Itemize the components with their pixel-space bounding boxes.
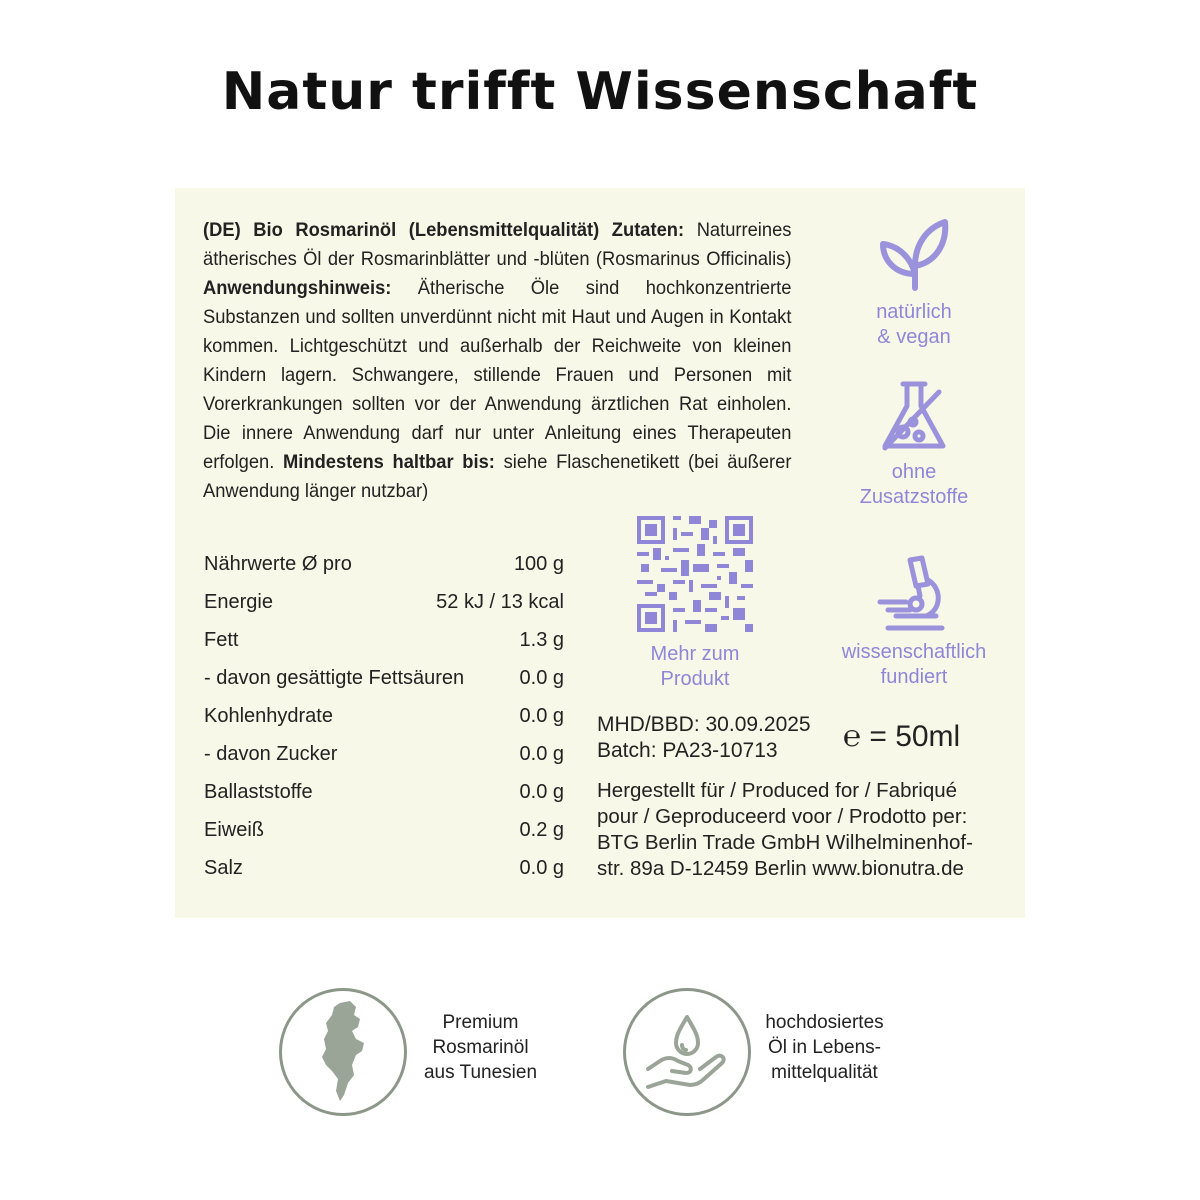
badge-line: hochdosiertes: [765, 1012, 884, 1033]
quality-badge-text: [752, 1010, 897, 1085]
feature-scientific: [819, 554, 1009, 690]
page-title: Natur trifft Wissenschaft: [221, 62, 979, 122]
leaf-icon: [879, 218, 949, 294]
nutrition-row: [204, 664, 564, 702]
flask-crossed-icon: [879, 380, 949, 454]
qr-caption-line: Mehr zum: [650, 643, 740, 665]
mhd-date: MHD/BBD: 30.09.2025: [597, 713, 811, 736]
bbd-body: siehe Flaschenetikett (bei äußerer Anwendung länger nutzbar): [203, 451, 792, 502]
nutrition-name: Kohlenhydrate: [204, 705, 333, 727]
nutrition-value: 0.0 g: [519, 857, 564, 879]
nutrition-value: 100 g: [513, 553, 564, 575]
qr-caption-line: Produkt: [660, 668, 730, 690]
feature-caption: natürlich: [876, 301, 952, 323]
feature-vegan: [819, 218, 1009, 350]
mhd-batch: [597, 712, 811, 764]
nutrition-name: Nährwerte Ø pro: [204, 553, 352, 575]
ingredients-title: (DE) Bio Rosmarinöl (Lebensmittelqualität) Zutaten:: [203, 219, 685, 241]
batch-number: Batch: PA23-10713: [597, 739, 778, 762]
nutrition-row: [204, 588, 564, 626]
feature-caption: wissenschaftlich: [841, 641, 987, 663]
nutrition-row: [204, 854, 564, 892]
tunisia-badge: [279, 988, 407, 1116]
nutrition-value: 52 kJ / 13 kcal: [436, 591, 564, 613]
microscope-icon: [876, 554, 952, 634]
tunisia-map-icon: [282, 991, 404, 1113]
nutrition-name: - davon gesättigte Fettsäuren: [204, 667, 465, 689]
nutrition-row: [204, 626, 564, 664]
nutrition-value: 1.3 g: [519, 629, 564, 651]
nutrition-value: 0.0 g: [519, 705, 564, 727]
nutrition-row: [204, 740, 564, 778]
nutrition-name: Eiweiß: [204, 819, 265, 841]
nutrition-name: - davon Zucker: [204, 743, 338, 765]
feature-no-additives: [819, 380, 1009, 510]
feature-caption: Zusatzstoffe: [859, 486, 969, 508]
nutrition-name: Ballaststoffe: [204, 781, 313, 803]
qr-caption: [615, 642, 775, 692]
nutrition-name: Salz: [204, 857, 243, 879]
nutrition-table: [204, 550, 564, 892]
tunisia-badge-text: [408, 1010, 553, 1085]
nutrition-name: Energie: [204, 591, 273, 613]
nutrition-row: [204, 778, 564, 816]
ingredients-body: Naturreines ätherisches Öl der Rosmarinblätter und -blüten (Rosmarinus Officinalis): [203, 219, 792, 270]
nutrition-value: 0.2 g: [519, 819, 564, 841]
usage-title: Anwendungshinweis:: [203, 277, 392, 299]
hand-drop-icon: [626, 991, 748, 1113]
producer-info: Hergestellt für / Produced for / Fabriqué pour / Geproduceerd voor / Prodotto per: BTG Berlin Trade GmbH Wilhelminenhof-str. 89a D-12459 Berlin www.bionutra.de: [597, 779, 973, 880]
badge-line: Premium: [442, 1012, 519, 1033]
qr-code-icon[interactable]: [637, 516, 753, 632]
badge-line: mittelqualität: [771, 1062, 878, 1083]
feature-caption: fundiert: [880, 666, 948, 688]
volume: ℮ = 50ml: [843, 720, 961, 753]
product-label: [175, 188, 1025, 918]
nutrition-row: [204, 550, 564, 588]
feature-caption: ohne: [891, 461, 937, 483]
feature-caption: & vegan: [877, 326, 951, 348]
nutrition-name: Fett: [204, 629, 239, 651]
nutrition-value: 0.0 g: [519, 743, 564, 765]
badge-line: Rosmarinöl: [432, 1037, 529, 1058]
badge-line: Öl in Lebens-: [767, 1037, 881, 1058]
nutrition-row: [204, 816, 564, 854]
usage-body: Ätherische Öle sind hochkonzentrierte Substanzen und sollten unverdünnt nicht mit Haut und Augen in Kontakt kommen. Lichtgeschützt und außerhalb der Reichweite von kleinen Kindern lagern. Schwangere, stillende Frauen und Personen mit Vorerkrankungen sollten vor der Anwendung ärztlichen Rat einholen. Die innere Anwendung darf nur unter Anleitung eines Therapeuten erfolgen.: [203, 277, 792, 473]
nutrition-value: 0.0 g: [519, 781, 564, 803]
nutrition-row: [204, 702, 564, 740]
nutrition-value: 0.0 g: [519, 667, 564, 689]
quality-badge: [623, 988, 751, 1116]
bbd-title: Mindestens haltbar bis:: [283, 451, 495, 473]
badge-line: aus Tunesien: [423, 1062, 538, 1083]
ingredients-text: [203, 216, 791, 506]
